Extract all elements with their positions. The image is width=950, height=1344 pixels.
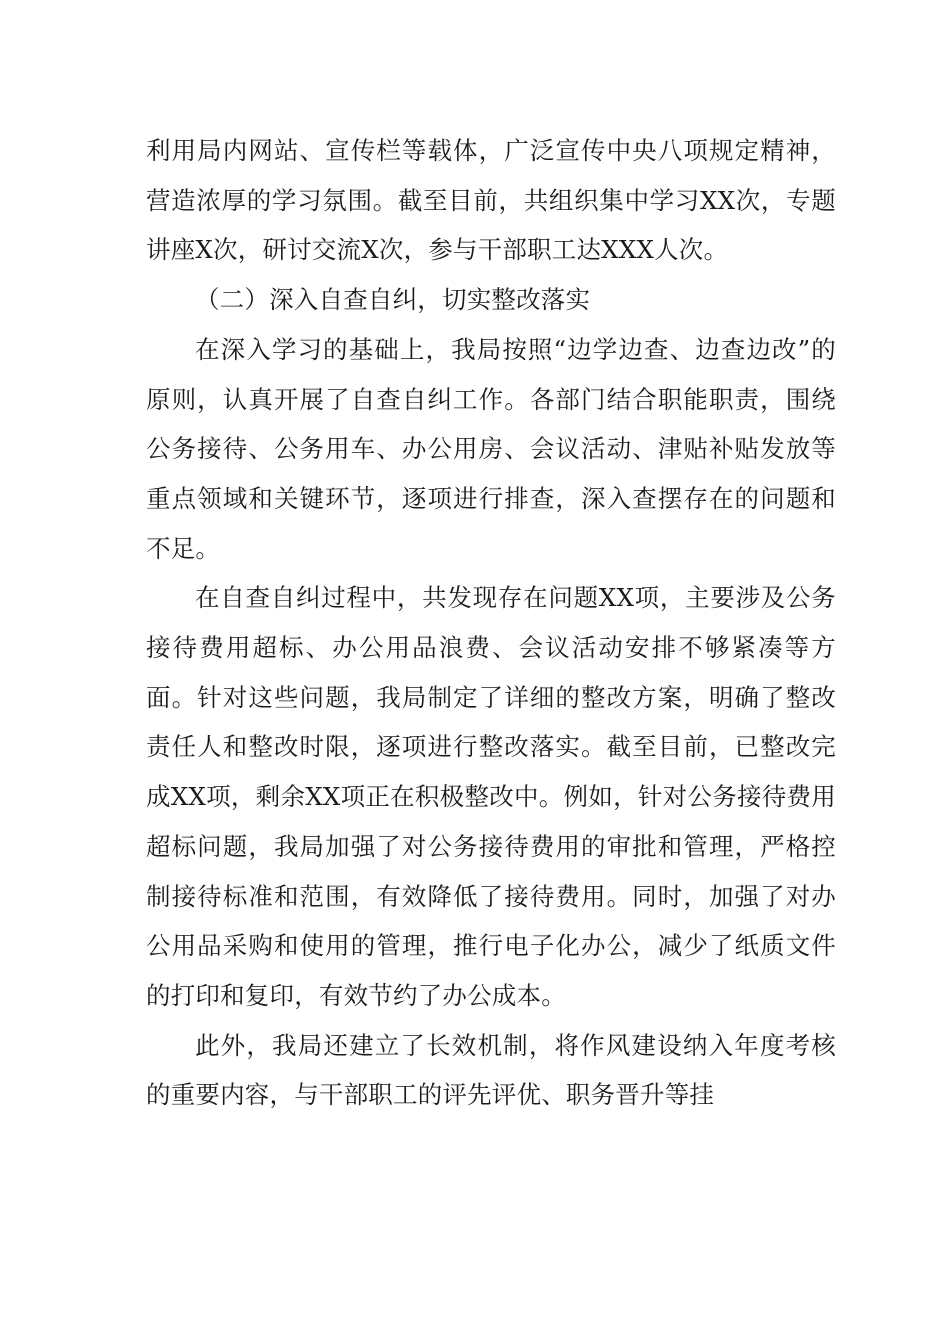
body-paragraph-3: 在自查自纠过程中，共发现存在问题XX项，主要涉及公务接待费用超标、办公用品浪费、会议活动安排不够紧凑等方面。针对这些问题，我局制定了详细的整改方案，明确了整改责任人和整改时限，逐项进行整改落实。截至目前，已整改完成XX项，剩余XX项正在积极整改中。例如，针对公务接待费用超标问题，我局加强了对公务接待费用的审批和管理，严格控制接待标准和范围，有效降低了接待费用。同时，加强了对办公用品采购和使用的管理，推行电子化办公，减少了纸质文件的打印和复印，有效节约了办公成本。	[146, 583, 836, 1010]
body-paragraph-4: 此外，我局还建立了长效机制，将作风建设纳入年度考核的重要内容，与干部职工的评先评优、职务晋升等挂	[146, 1030, 836, 1110]
document-body	[146, 126, 836, 1120]
body-paragraph-2: 在深入学习的基础上，我局按照“边学边查、边查边改”的原则，认真开展了自查自纠工作。各部门结合职能职责，围绕公务接待、公务用车、办公用房、会议活动、津贴补贴发放等重点领域和关键环节，逐项进行排查，深入查摆存在的问题和不足。	[146, 334, 836, 563]
section-heading-2: （二）深入自查自纠，切实整改落实	[195, 285, 591, 315]
body-paragraph-1: 利用局内网站、宣传栏等载体，广泛宣传中央八项规定精神，营造浓厚的学习氛围。截至目前，共组织集中学习XX次，专题讲座X次，研讨交流X次，参与干部职工达XXX人次。	[146, 136, 836, 265]
